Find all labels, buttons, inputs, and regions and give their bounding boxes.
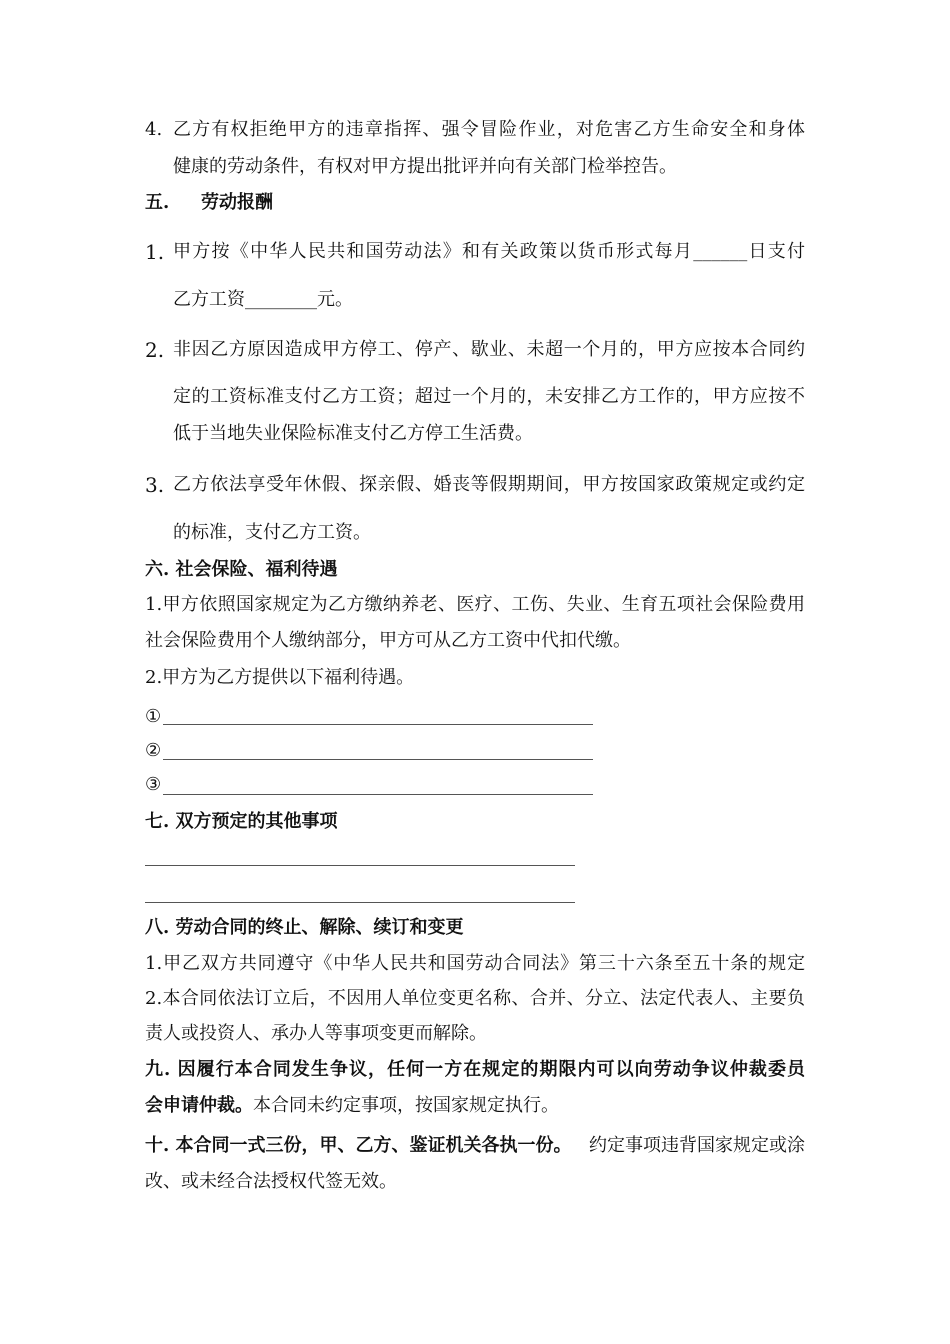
blank-marker: ③ <box>145 774 162 795</box>
fill-in-blank-line[interactable] <box>163 724 593 725</box>
blank-marker: ① <box>145 706 162 727</box>
item-number: 2. <box>145 338 165 362</box>
section-heading: 九. 因履行本合同发生争议，任何一方在规定的期限内可以向劳动争议仲裁委员 <box>145 1059 805 1080</box>
section-heading: 七. 双方预定的其他事项 <box>145 811 338 832</box>
section-heading: 劳动报酬 <box>201 192 273 213</box>
fill-in-blank-line[interactable] <box>145 902 575 903</box>
paragraph-line: 乙方依法享受年休假、探亲假、婚丧等假期期间，甲方按国家政策规定或约定 <box>173 474 805 495</box>
paragraph-line: 社会保险费用个人缴纳部分，甲方可从乙方工资中代扣代缴。 <box>145 630 631 651</box>
section-heading: 八. 劳动合同的终止、解除、续订和变更 <box>145 917 464 938</box>
paragraph-line: 2.甲方为乙方提供以下福利待遇。 <box>145 667 415 688</box>
paragraph-line: 低于当地失业保险标准支付乙方停工生活费。 <box>173 423 533 444</box>
plain-text: 本合同未约定事项，按国家规定执行。 <box>253 1095 559 1116</box>
item-number: 3. <box>145 473 165 497</box>
plain-text: 约定事项违背国家规定或涂 <box>589 1135 805 1156</box>
bold-text: 会申请仲裁。 <box>145 1095 253 1116</box>
paragraph-line: 1.甲乙双方共同遵守《中华人民共和国劳动合同法》第三十六条至五十条的规定 <box>145 953 805 974</box>
paragraph-line: 改、或未经合法授权代签无效。 <box>145 1171 397 1192</box>
fill-in-blank-line[interactable] <box>163 794 593 795</box>
paragraph-line <box>145 1135 805 1157</box>
paragraph-line: 的标准，支付乙方工资。 <box>173 522 371 543</box>
paragraph-line: 定的工资标准支付乙方工资；超过一个月的，未安排乙方工作的，甲方应按不 <box>173 386 805 407</box>
blank-marker: ② <box>145 740 162 761</box>
paragraph-line: 非因乙方原因造成甲方停工、停产、歇业、未超一个月的，甲方应按本合同约 <box>173 339 805 360</box>
item-number: 1. <box>145 240 165 264</box>
bold-text: 十. 本合同一式三份，甲、乙方、鉴证机关各执一份。 <box>145 1135 572 1156</box>
paragraph-line: 乙方有权拒绝甲方的违章指挥、强令冒险作业，对危害乙方生命安全和身体 <box>173 119 805 140</box>
paragraph-line: 甲方按《中华人民共和国劳动法》和有关政策以货币形式每月______日支付 <box>173 241 805 262</box>
paragraph-line: 健康的劳动条件，有权对甲方提出批评并向有关部门检举控告。 <box>173 156 677 177</box>
section-number: 五. <box>145 192 170 213</box>
fill-in-blank-line[interactable] <box>163 759 593 760</box>
paragraph-line: 1.甲方依照国家规定为乙方缴纳养老、医疗、工伤、失业、生育五项社会保险费用 <box>145 594 805 615</box>
paragraph-line: 责人或投资人、承办人等事项变更而解除。 <box>145 1023 487 1044</box>
item-number: 4. <box>145 119 163 140</box>
fill-in-blank-line[interactable] <box>145 865 575 866</box>
paragraph-line: 乙方工资________元。 <box>173 289 353 310</box>
paragraph-line <box>145 1095 559 1117</box>
paragraph-line: 2.本合同依法订立后，不因用人单位变更名称、合并、分立、法定代表人、主要负 <box>145 988 805 1009</box>
section-heading: 六. 社会保险、福利待遇 <box>145 559 338 580</box>
